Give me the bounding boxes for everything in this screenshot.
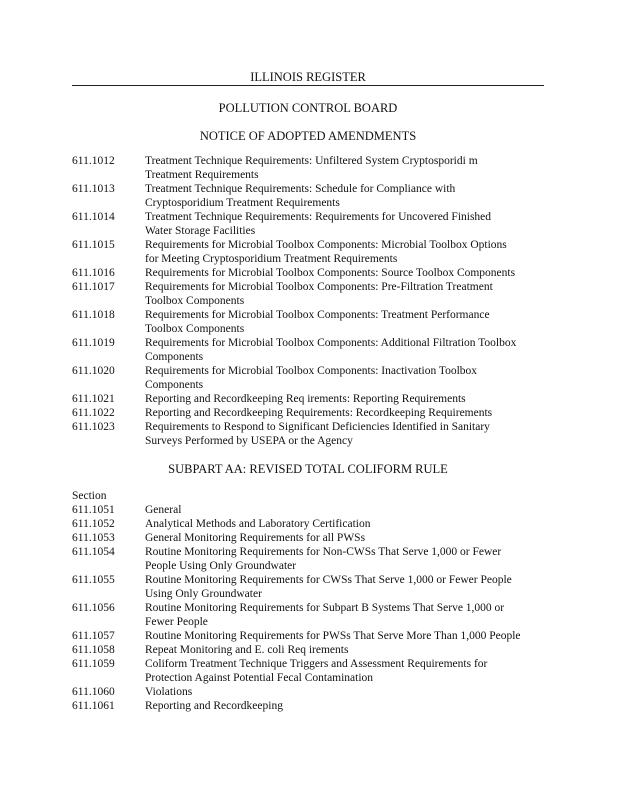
section-entry [72,280,552,308]
section-title-line: Routine Monitoring Requirements for CWSs That Serve 1,000 or Fewer People [145,574,512,586]
section-number: 611.1020 [72,365,115,377]
section-number: 611.1054 [72,546,115,558]
section-entry [72,182,552,210]
section-number: 611.1017 [72,281,115,293]
section-title [145,699,552,713]
section-number: 611.1014 [72,211,115,223]
section-entry [72,657,552,685]
section-entry [72,601,552,629]
section-title-line: Requirements for Microbial Toolbox Components: Additional Filtration Toolbox [145,337,517,349]
section-title-line: Reporting and Recordkeeping [145,700,283,712]
section-number: 611.1051 [72,504,115,516]
section-title [145,657,552,685]
section-entry [72,531,552,545]
section-title-line: Analytical Methods and Laboratory Certification [145,518,371,530]
section-title-line: Requirements to Respond to Significant Deficiencies Identified in Sanitary [145,421,490,433]
section-entry [72,643,552,657]
section-title-continuation: Protection Against Potential Fecal Contamination [145,672,374,684]
section-title-line: Requirements for Microbial Toolbox Components: Source Toolbox Components [145,267,516,279]
section-entry [72,266,552,280]
section-title [145,308,552,336]
section-entry [72,406,552,420]
section-entry [72,238,552,266]
section-title-continuation: Fewer People [145,616,208,628]
section-number: 611.1056 [72,602,115,614]
section-title [145,182,552,210]
section-title-line: Coliform Treatment Technique Triggers and Assessment Requirements for [145,658,488,670]
section-title-line: Requirements for Microbial Toolbox Components: Inactivation Toolbox [145,365,478,377]
section-number: 611.1053 [72,532,115,544]
section-title-line: Repeat Monitoring and E. coli Req irements [145,644,349,656]
register-title: ILLINOIS REGISTER [250,70,366,84]
section-number: 611.1016 [72,267,115,279]
section-title-continuation: People Using Only Groundwater [145,560,297,572]
section-entry [72,392,552,406]
section-number: 611.1019 [72,337,115,349]
section-title [145,154,552,182]
section-title-continuation: for Meeting Cryptosporidium Treatment Requirements [145,253,398,265]
section-number: 611.1013 [72,183,115,195]
section-title [145,545,552,573]
section-title-continuation: Treatment Requirements [145,169,259,181]
section-title [145,210,552,238]
section-number: 611.1061 [72,700,115,712]
section-list-upper [72,154,552,448]
section-number: 611.1023 [72,421,115,433]
section-number: 611.1021 [72,393,115,405]
section-title [145,517,552,531]
section-title-line: Requirements for Microbial Toolbox Components: Microbial Toolbox Options [145,239,507,251]
section-title [145,629,552,643]
section-title-continuation: Toolbox Components [145,323,245,335]
header-divider [72,85,544,86]
section-title [145,503,552,517]
section-number: 611.1018 [72,309,115,321]
section-entry [72,420,552,448]
section-title [145,531,552,545]
section-title [145,266,552,280]
board-heading: POLLUTION CONTROL BOARD [218,101,398,115]
section-entry [72,336,552,364]
section-title-continuation: Water Storage Facilities [145,225,256,237]
section-number: 611.1022 [72,407,115,419]
section-title-line: Routine Monitoring Requirements for PWSs That Serve More Than 1,000 People [145,630,521,642]
section-title-line: Treatment Technique Requirements: Schedule for Compliance with [145,183,456,195]
section-title-line: Treatment Technique Requirements: Requirements for Uncovered Finished [145,211,492,223]
section-title [145,336,552,364]
notice-heading: NOTICE OF ADOPTED AMENDMENTS [199,129,417,143]
section-title-line: General Monitoring Requirements for all PWSs [145,532,366,544]
section-title [145,643,552,657]
section-title [145,601,552,629]
section-title-line: Requirements for Microbial Toolbox Components: Treatment Performance [145,309,490,321]
section-entry [72,545,552,573]
section-number: 611.1059 [72,658,115,670]
section-title [145,364,552,392]
section-title [145,573,552,601]
section-entry [72,517,552,531]
section-number: 611.1060 [72,686,115,698]
section-entry [72,364,552,392]
section-title-continuation: Cryptosporidium Treatment Requirements [145,197,340,209]
section-entry [72,503,552,517]
section-title-line: Requirements for Microbial Toolbox Components: Pre-Filtration Treatment [145,281,493,293]
section-entry [72,308,552,336]
section-title-continuation: Using Only Groundwater [145,588,262,600]
section-number: 611.1058 [72,644,115,656]
section-title [145,685,552,699]
section-title-continuation: Toolbox Components [145,295,245,307]
section-entry [72,699,552,713]
section-title-line: Treatment Technique Requirements: Unfiltered System Cryptosporidi m [145,155,478,167]
section-entry [72,573,552,601]
section-list-lower [72,503,552,713]
section-title-continuation: Components [145,351,204,363]
section-title-line: Violations [145,686,193,698]
section-title [145,392,552,406]
section-number: 611.1015 [72,239,115,251]
section-title-line: General [145,504,182,516]
section-entry [72,685,552,699]
section-title [145,420,552,448]
section-number: 611.1057 [72,630,115,642]
section-entry [72,629,552,643]
section-number: 611.1052 [72,518,115,530]
section-title-line: Routine Monitoring Requirements for Non-CWSs That Serve 1,000 or Fewer [145,546,502,558]
section-title [145,238,552,266]
section-entry [72,210,552,238]
section-title-line: Routine Monitoring Requirements for Subpart B Systems That Serve 1,000 or [145,602,505,614]
subpart-heading: SUBPART AA: REVISED TOTAL COLIFORM RULE [168,462,448,476]
section-title-line: Reporting and Recordkeeping Req irements: Reporting Requirements [145,393,466,405]
section-number: 611.1055 [72,574,115,586]
section-title-continuation: Surveys Performed by USEPA or the Agency [145,435,353,447]
section-title-continuation: Components [145,379,204,391]
section-entry [72,154,552,182]
section-title [145,406,552,420]
section-column-label: Section [72,490,107,502]
section-number: 611.1012 [72,155,115,167]
section-title-line: Reporting and Recordkeeping Requirements: Recordkeeping Requirements [145,407,493,419]
section-title [145,280,552,308]
